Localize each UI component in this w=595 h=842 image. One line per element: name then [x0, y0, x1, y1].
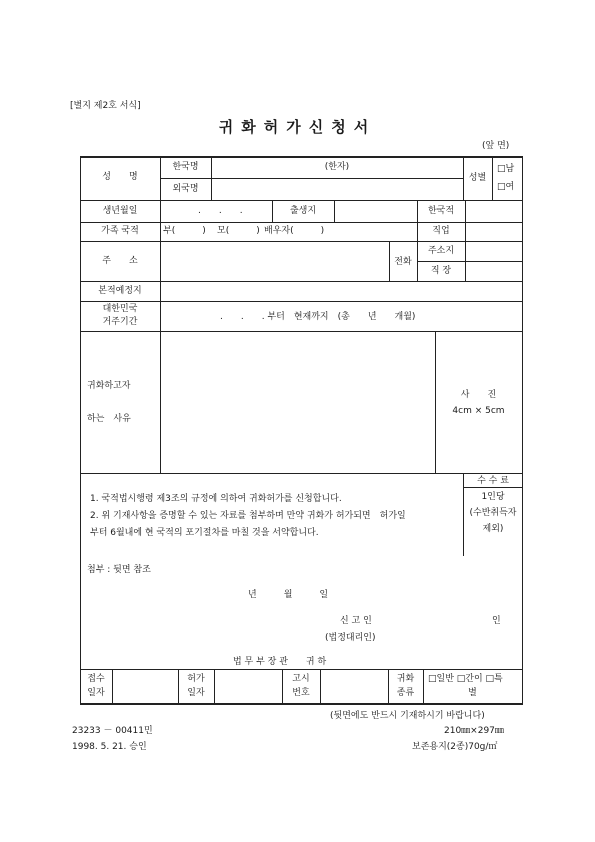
hanja-label: (한자)	[324, 162, 350, 172]
legal-agent-label: (법정대리인)	[325, 633, 376, 643]
naturalization-type-options[interactable]: □일반 □간이 □특	[428, 674, 503, 684]
photo-label: 사 진	[460, 390, 497, 400]
name-label: 성 명	[102, 172, 138, 182]
family-nationality-label: 가족 국적	[101, 226, 139, 236]
fee-note-2: 제외)	[482, 524, 504, 534]
applicant-label: 신 고 인	[340, 616, 372, 626]
phone-home-label: 주소지	[427, 246, 455, 256]
form-code: 23233 － 00411민	[72, 726, 153, 736]
naturalization-type-options-cont: 별	[468, 688, 477, 698]
reason-label-1: 귀화하고자	[87, 381, 131, 391]
father-nationality-field[interactable]: 부( )	[163, 226, 206, 236]
domicile-field[interactable]	[162, 283, 520, 299]
address-field[interactable]	[162, 243, 387, 279]
birthplace-label: 출생지	[289, 206, 317, 216]
reason-label-2: 하는 사유	[87, 414, 131, 424]
paper-size: 210㎜×297㎜	[444, 726, 504, 736]
permit-date-label-2: 일자	[187, 688, 205, 698]
fee-label: 수 수 료	[477, 476, 509, 486]
gender-label: 성별	[468, 173, 487, 183]
foreign-name-label: 외국명	[172, 184, 199, 194]
foreign-name-field[interactable]	[213, 180, 461, 198]
phone-home-field[interactable]	[467, 243, 520, 259]
footer-note: (뒷면에도 반드시 기재하시기 바랍니다)	[330, 711, 485, 721]
birthplace-field[interactable]	[336, 202, 415, 220]
naturalization-type-label-2: 종류	[396, 688, 415, 698]
reason-field[interactable]	[162, 333, 433, 471]
notice-number-label-1: 고시	[292, 674, 310, 684]
pledge-line-1: 1. 국적법시행령 제3조의 규정에 의하여 귀화허가를 신청합니다.	[90, 494, 342, 504]
male-checkbox[interactable]: □남	[497, 164, 515, 174]
birthdate-field[interactable]: . . .	[198, 206, 243, 216]
phone-work-field[interactable]	[467, 263, 520, 279]
permit-date-label-1: 허가	[187, 674, 205, 684]
residence-label-2: 거주기간	[102, 317, 138, 327]
domicile-label: 본적예정지	[98, 286, 142, 296]
female-checkbox[interactable]: □여	[497, 182, 515, 192]
receipt-date-label-2: 일자	[87, 688, 105, 698]
pledge-line-2: 2. 위 기재사항을 증명할 수 있는 자료를 첨부하며 만약 귀화가 허가되면 허가일	[90, 511, 406, 521]
paper-type: 보존용지(2종)70g/㎡	[412, 742, 498, 752]
residence-label-1: 대한민국	[102, 304, 138, 314]
attachment-note: 첨부 : 뒷면 참조	[87, 565, 151, 575]
photo-size-label: 4cm × 5cm	[452, 406, 505, 416]
fee-note-1: (수반취득자	[469, 508, 517, 518]
occupation-field[interactable]	[467, 224, 520, 239]
pledge-line-3: 부터 6월내에 현 국적의 포기절차를 마칠 것을 서약합니다.	[90, 528, 319, 538]
korean-name-label: 한국명	[172, 162, 199, 172]
phone-work-label: 직 장	[430, 266, 452, 276]
receipt-date-label-1: 접수	[87, 674, 105, 684]
nationality-field[interactable]	[467, 202, 520, 220]
notice-number-label-2: 번호	[292, 688, 310, 698]
seal-mark[interactable]: 인	[492, 616, 501, 626]
mother-nationality-field[interactable]: 모( )	[217, 226, 260, 236]
address-label: 주 소	[102, 256, 138, 266]
form-number: [별지 제2호 서식]	[70, 101, 141, 111]
birthdate-label: 생년월일	[102, 206, 138, 216]
nationality-label: 한국적	[427, 206, 455, 216]
page-side-label: (앞 면)	[482, 141, 510, 151]
addressee: 법 무 부 장 관 귀 하	[233, 657, 327, 667]
spouse-nationality-field[interactable]: 배우자( )	[264, 226, 325, 236]
fee-per-person: 1인당	[481, 492, 505, 502]
application-date[interactable]: 년 월 일	[248, 590, 329, 600]
occupation-label: 직업	[432, 226, 450, 236]
phone-label: 전화	[394, 257, 412, 267]
residence-period-field[interactable]: . . . 부터 현재까지 (총 년 개월)	[220, 312, 416, 322]
page-title: 귀화허가신청서	[218, 118, 377, 136]
naturalization-type-label-1: 귀화	[396, 674, 415, 684]
approval-date: 1998. 5. 21. 승인	[72, 742, 147, 752]
